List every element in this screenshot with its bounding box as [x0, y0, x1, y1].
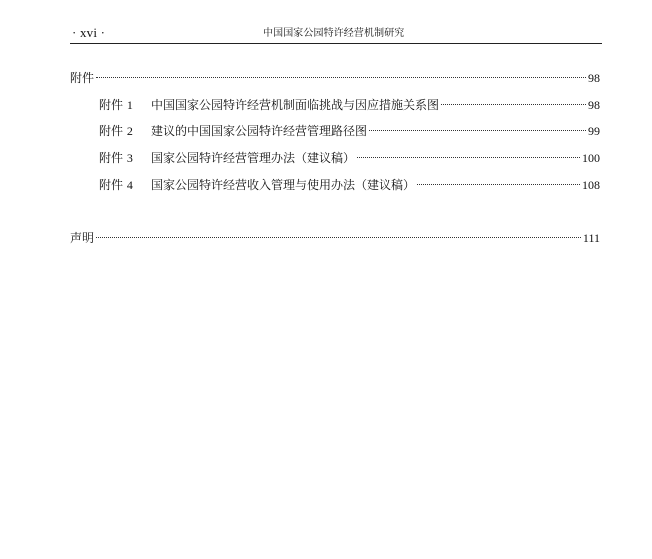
- toc-entry-appendix[interactable]: [70, 68, 600, 88]
- appendix-number: 4: [126, 178, 133, 192]
- toc-entry-page: 108: [582, 178, 600, 192]
- toc-entry-title: 声明: [70, 231, 95, 245]
- appendix-label: [99, 148, 151, 168]
- toc-entry-page: 111: [582, 231, 600, 245]
- dot-leader: [441, 104, 586, 105]
- appendix-number: 3: [126, 151, 133, 165]
- dot-leader: [357, 157, 580, 158]
- toc-entry-appendix-3[interactable]: [99, 148, 600, 168]
- dot-leader: [96, 77, 586, 78]
- appendix-number: 1: [126, 98, 133, 112]
- appendix-number: 2: [126, 124, 133, 138]
- toc-entry-appendix-4[interactable]: [99, 175, 600, 195]
- appendix-label-text: 附件: [99, 151, 124, 165]
- toc-entry-title: 建议的中国国家公园特许经营管理路径图: [151, 124, 368, 138]
- toc-entry-page: 100: [582, 151, 600, 165]
- toc-entry-title: 国家公园特许经营收入管理与使用办法（建议稿）: [151, 178, 416, 192]
- dot-leader: [369, 130, 586, 131]
- toc-entry-statement[interactable]: [70, 228, 600, 248]
- appendix-label: [99, 95, 151, 115]
- appendix-label-text: 附件: [99, 124, 124, 138]
- dot-leader: [417, 184, 580, 185]
- toc-entry-appendix-2[interactable]: [99, 121, 600, 141]
- toc-entry-page: 98: [588, 71, 600, 85]
- toc-entry-page: 99: [588, 124, 600, 138]
- appendix-label: [99, 121, 151, 141]
- page-number: · xvi ·: [72, 25, 106, 40]
- page-header: [70, 24, 602, 44]
- toc-entry-title: 中国国家公园特许经营机制面临挑战与因应措施关系图: [151, 98, 440, 112]
- toc-entry-title: 国家公园特许经营管理办法（建议稿）: [151, 151, 356, 165]
- toc-entry-page: 98: [588, 98, 600, 112]
- appendix-label-text: 附件: [99, 98, 124, 112]
- toc-entry-title: 附件: [70, 71, 95, 85]
- running-title: 中国国家公园特许经营机制研究: [263, 28, 405, 39]
- appendix-label-text: 附件: [99, 178, 124, 192]
- dot-leader: [96, 237, 581, 238]
- toc-entry-appendix-1[interactable]: [99, 95, 600, 115]
- appendix-label: [99, 175, 151, 195]
